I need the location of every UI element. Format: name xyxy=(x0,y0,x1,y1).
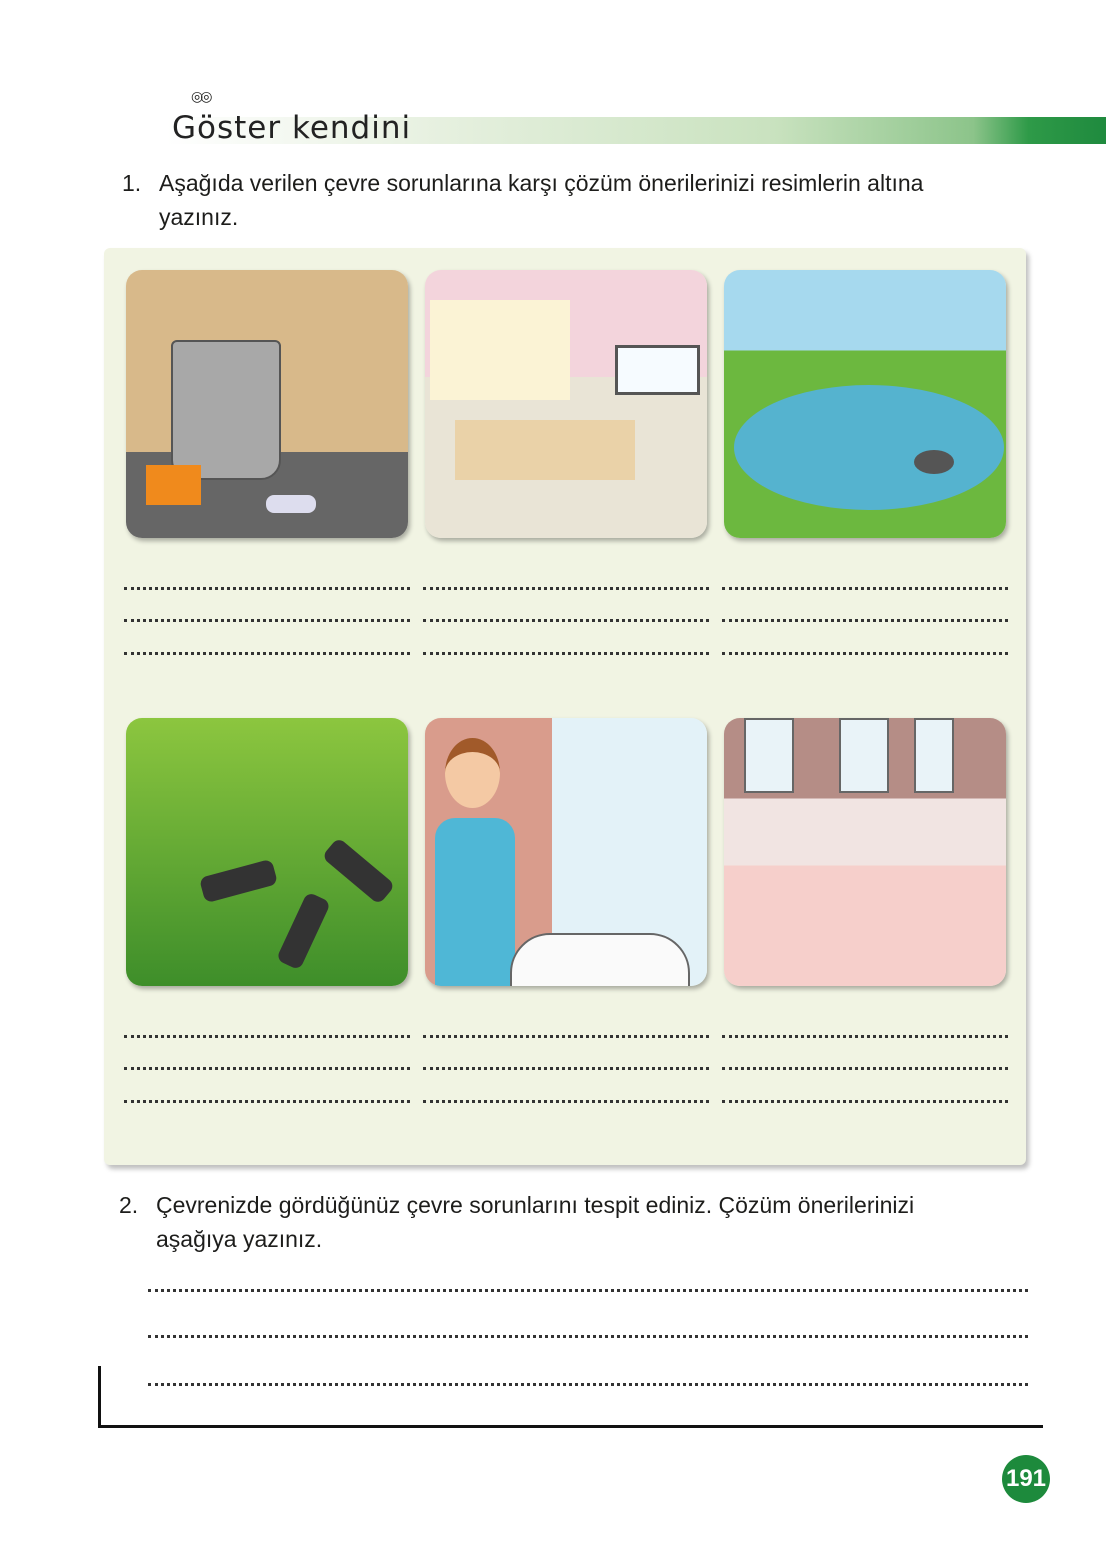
answer-line[interactable] xyxy=(722,1100,1008,1103)
answer-line[interactable] xyxy=(423,1100,709,1103)
image-messy-bathroom xyxy=(724,718,1006,986)
answer-line[interactable] xyxy=(423,587,709,590)
answer-line[interactable] xyxy=(423,619,709,622)
image-polluted-pond xyxy=(724,270,1006,538)
eyes-icon: ◎◎ xyxy=(191,88,210,104)
image-batteries-in-grass xyxy=(126,718,408,986)
image-messy-classroom xyxy=(425,270,707,538)
question-1-text-cont: yazınız. xyxy=(159,204,239,230)
image-boy-running-tap xyxy=(425,718,707,986)
page-number: 191 xyxy=(1002,1455,1050,1503)
answer-line-q2[interactable] xyxy=(148,1383,1028,1386)
answer-line[interactable] xyxy=(124,587,410,590)
question-1-text: Aşağıda verilen çevre sorunlarına karşı çözüm önerilerinizi resimlerin altına xyxy=(159,170,924,196)
exercise-panel xyxy=(104,248,1026,1165)
answer-line[interactable] xyxy=(124,619,410,622)
answer-line-q2[interactable] xyxy=(148,1289,1028,1292)
answer-line[interactable] xyxy=(722,587,1008,590)
image-trash-can xyxy=(126,270,408,538)
question-2 xyxy=(119,1188,1019,1256)
answer-line[interactable] xyxy=(722,619,1008,622)
frame-vertical-line xyxy=(98,1366,101,1428)
answer-line[interactable] xyxy=(722,652,1008,655)
answer-line[interactable] xyxy=(423,1067,709,1070)
answer-line[interactable] xyxy=(124,652,410,655)
question-2-text-cont: aşağıya yazınız. xyxy=(156,1226,323,1252)
question-2-number: 2. xyxy=(119,1192,139,1218)
answer-line[interactable] xyxy=(423,652,709,655)
section-title: Göster kendini xyxy=(172,110,412,146)
answer-line[interactable] xyxy=(722,1067,1008,1070)
question-1-number: 1. xyxy=(122,170,142,196)
answer-line[interactable] xyxy=(124,1035,410,1038)
header-bar xyxy=(0,117,1106,144)
question-1 xyxy=(122,166,1022,234)
frame-horizontal-line xyxy=(98,1425,1043,1428)
answer-line[interactable] xyxy=(722,1035,1008,1038)
answer-line[interactable] xyxy=(124,1067,410,1070)
answer-line-q2[interactable] xyxy=(148,1335,1028,1338)
question-2-text: Çevrenizde gördüğünüz çevre sorunlarını tespit ediniz. Çözüm önerilerinizi xyxy=(156,1192,915,1218)
answer-line[interactable] xyxy=(423,1035,709,1038)
answer-line[interactable] xyxy=(124,1100,410,1103)
